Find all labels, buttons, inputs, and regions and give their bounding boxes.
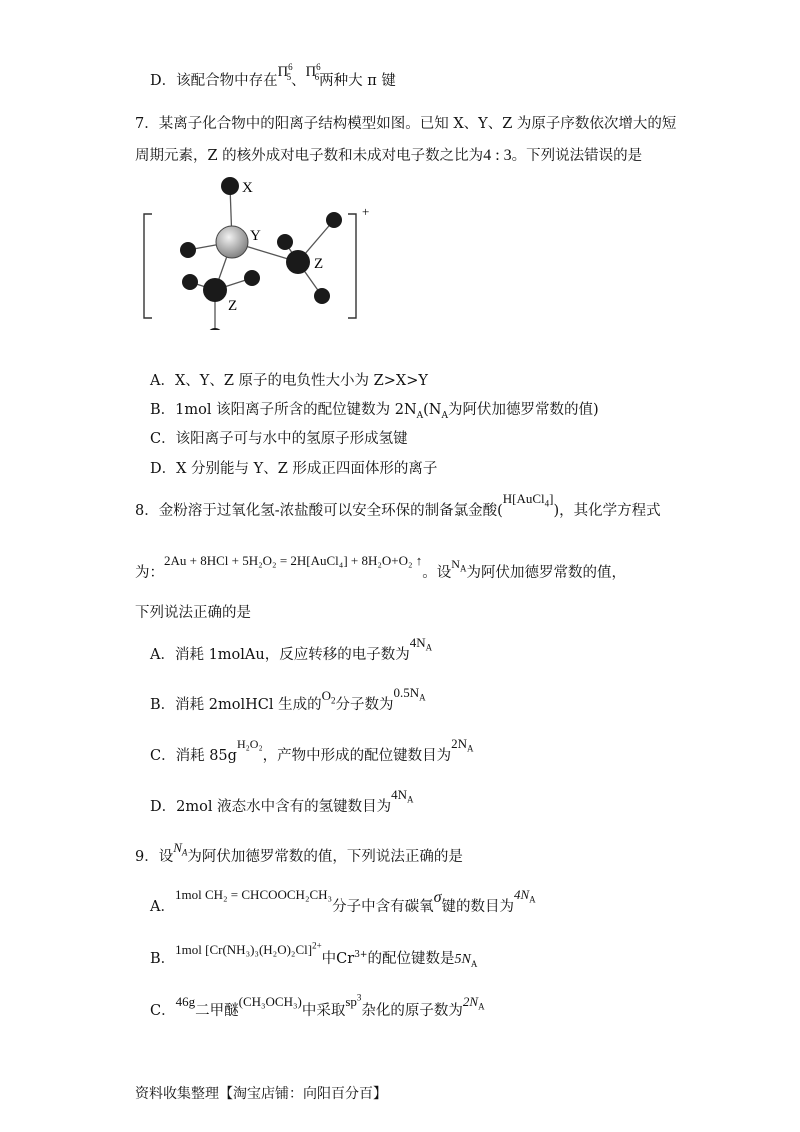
q7-option-d: D．X 分别能与 Y、Z 形成正四面体形的离子	[150, 461, 438, 477]
bonds	[188, 186, 334, 330]
page-footer: 资料收集整理【淘宝店铺：向阳百分百】	[135, 1086, 387, 1102]
label-z-lower: Z	[228, 298, 238, 314]
charge-plus: +	[362, 204, 370, 219]
q7-stem-line1: 7．某离子化合物中的阳离子结构模型如图。已知 X、Y、Z 为原子序数依次增大的短	[135, 116, 677, 132]
cation-structure-figure	[140, 170, 380, 330]
complex-formula: 1mol $[Cr(NH_3)_3(H_2O)_2Cl]^{2+}$	[175, 940, 322, 957]
atom-x	[221, 177, 239, 195]
reaction-equation: 2Au + 8HCl + 5H₂O₂ = 2H[AuCl₄] + 8H₂O+O₂ ↑	[164, 553, 423, 568]
atom-y	[216, 226, 248, 258]
q8-stem-line3: 下列说法正确的是	[135, 605, 251, 621]
right-bracket	[348, 214, 356, 318]
ratio: 4 : 3	[483, 147, 512, 164]
na-symbol: $N_A$	[173, 840, 188, 858]
q8-stem-line1: 8．金粉溶于过氧化氢-浓盐酸可以安全环保的制备氯金酸(H[AuCl$_4$])，其化学方程式	[135, 491, 661, 519]
atom-z-lower	[203, 278, 227, 302]
q9-option-b: B．1mol $[Cr(NH_3)_3(H_2O)_2Cl]^{2+}$中$Cr^{3+}$的配位键数是$5N_A$	[150, 940, 478, 969]
q9-option-c: C．46g二甲醚(CH₃OCH₃)中采取$sp^3$杂化的原子数为$2N_A$	[150, 992, 485, 1019]
atom-z-right	[286, 250, 310, 274]
ethyl-acrylate-formula: 1mol CH₂ = CHCOOCH₂CH₃	[174, 887, 333, 902]
label-x: X	[242, 180, 253, 196]
q7-stem-line2: 周期元素，Z 的核外成对电子数和未成对电子数之比为4 : 3。下列说法错误的是	[135, 147, 643, 164]
q8-option-d: D．2mol 液态水中含有的氢键数目为$4N_A$	[150, 787, 414, 815]
q6-option-d: D．该配合物中存在$\Pi^6_5$、$\Pi^6_6$两种大 π 键	[150, 62, 396, 89]
pi-symbol-2: $\Pi^6_6$	[305, 62, 321, 82]
q7-option-a: A．X、Y、Z 原子的电负性大小为 Z>X>Y	[150, 373, 428, 389]
q9-stem: 9．设$N_A$为阿伏加德罗常数的值，下列说法正确的是	[135, 840, 463, 865]
label-z-right: Z	[314, 256, 324, 272]
q8-option-c: C．消耗 $85g^{H_2O_2}$，产物中形成的配位键数目为$2N_A$	[150, 736, 474, 764]
q7-option-b: B．1mol 该阳离子所含的配位键数为 $2N_A(N_A$为阿伏加德罗常数的值)	[150, 402, 599, 421]
q8-option-a: A．消耗 1molAu，反应转移的电子数为$4N_A$	[150, 635, 433, 663]
q9-option-a: A．1mol CH₂ = CHCOOCH₂CH₃分子中含有碳氧σ键的数目为$4N_A$	[150, 887, 536, 915]
pi-symbol-1: $\Pi^6_5$	[277, 62, 293, 82]
q8-option-b: B．消耗 2molHCl 生成的$O_2$分子数为$0.5N_A$	[150, 685, 426, 713]
q7-option-c: C．该阳离子可与水中的氢原子形成氢键	[150, 431, 408, 447]
label-y: Y	[250, 228, 261, 244]
na-symbol: NA	[451, 557, 467, 574]
atoms	[180, 177, 342, 330]
acid-formula: H[AuCl$_4$]	[502, 491, 554, 509]
q8-stem-line2: 为：2Au + 8HCl + 5H₂O₂ = 2H[AuCl₄] + 8H₂O+O₂ ↑。设$^{N_A}$为阿伏加德罗常数的值，	[135, 553, 626, 581]
left-bracket	[144, 214, 152, 318]
